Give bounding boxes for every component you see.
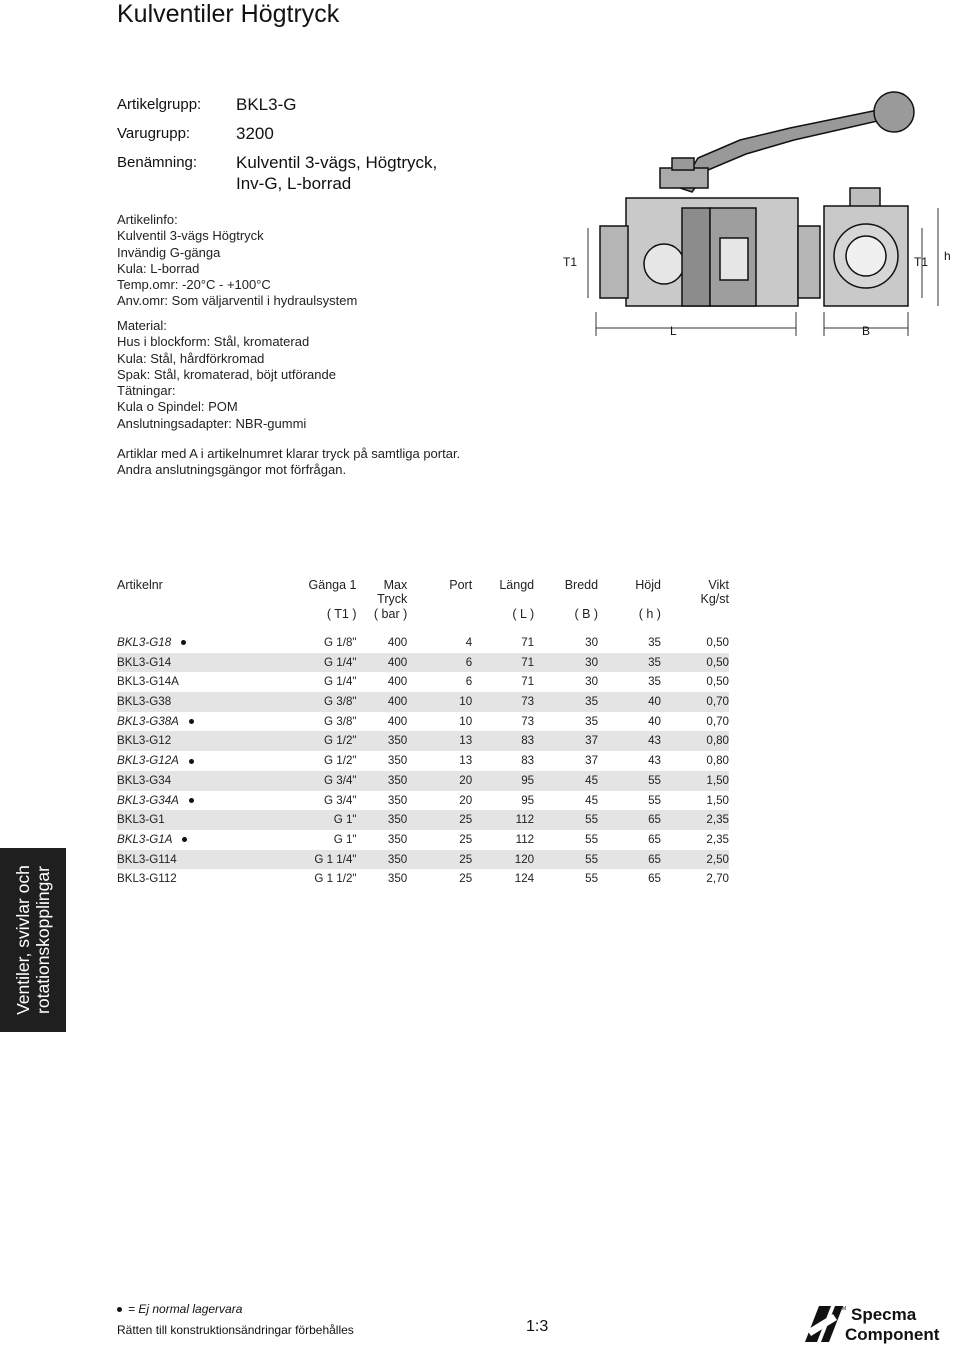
cell-prs: 350 (357, 731, 408, 751)
cell-port: 25 (407, 850, 472, 870)
material-line: Anslutningsadapter: NBR-gummi (117, 415, 307, 431)
cell-thr: G 3/4" (324, 793, 357, 807)
bullet-icon (189, 798, 194, 803)
cell-wid: 30 (585, 675, 599, 689)
bullet-icon (189, 759, 194, 764)
cell-thr: G 1/2" (247, 731, 357, 751)
cell-art (117, 692, 247, 712)
note-line: Andra anslutningsgängor mot förfrågan. (117, 462, 347, 478)
cell-art (117, 869, 247, 889)
cell-port: 13 (407, 731, 472, 751)
cell-art (117, 731, 247, 751)
cell-wt: 2,70 (706, 872, 729, 886)
varugrupp-label: Varugrupp: (117, 125, 191, 142)
table-row (117, 712, 729, 732)
cell-wt: 0,50 (661, 627, 729, 653)
cell-art (117, 653, 247, 673)
bullet-icon (117, 1307, 122, 1312)
cell-thr: G 1/2" (324, 754, 357, 768)
artikelgrupp-label: Artikelgrupp: (117, 96, 202, 113)
cell-wid: 30 (534, 653, 598, 673)
cell-hgt: 55 (598, 771, 661, 791)
cell-port: 25 (459, 832, 473, 846)
table-row (117, 791, 729, 811)
footer-legend (117, 1302, 242, 1316)
cell-port: 25 (407, 810, 472, 830)
cell-art (117, 810, 247, 830)
cell-len: 95 (472, 771, 534, 791)
cell-hgt: 35 (598, 653, 661, 673)
cell-hgt: 65 (648, 872, 661, 886)
bullet-icon (189, 719, 194, 724)
cell-wid: 55 (585, 872, 599, 886)
artikelinfo-line: Temp.omr: -20°C - +100°C (117, 277, 271, 293)
material-line: Material: (117, 318, 167, 333)
logo-line2: Component (845, 1325, 940, 1344)
cell-prs: 400 (357, 653, 408, 673)
cell-prs: 350 (357, 771, 408, 791)
cell-art (117, 771, 247, 791)
article-number: BKL3-G38 (117, 695, 172, 708)
cell-port: 10 (407, 692, 472, 712)
cell-len: 71 (521, 675, 535, 689)
benamning-value-line1: Kulventil 3-vägs, Högtryck, (236, 153, 438, 172)
label-t1-left: T1 (563, 255, 578, 269)
cell-thr: G 3/8" (247, 692, 357, 712)
cell-hgt: 65 (598, 850, 661, 870)
cell-thr: G 1/4" (324, 675, 357, 689)
cell-thr: G 1/4" (247, 653, 357, 673)
article-number: BKL3-G34 (117, 773, 172, 787)
cell-len: 120 (472, 850, 534, 870)
cell-len: 73 (521, 714, 535, 728)
cell-wt: 2,50 (661, 850, 729, 870)
cell-wt: 1,50 (661, 771, 729, 791)
cell-wid: 37 (534, 731, 598, 751)
cell-prs: 350 (357, 810, 408, 830)
specma-logo (803, 1300, 960, 1344)
valve-handle (660, 92, 914, 192)
cell-wt: 1,50 (706, 793, 729, 807)
cell-port: 20 (459, 793, 473, 807)
cell-port: 10 (459, 714, 473, 728)
table-row (117, 771, 729, 791)
cell-len: 83 (521, 754, 535, 768)
note-block (117, 446, 460, 479)
cell-thr: G 1 1/4" (247, 850, 357, 870)
cell-wid: 55 (534, 810, 598, 830)
label-l: L (670, 324, 677, 338)
valve-body-front (824, 188, 908, 306)
cell-thr: G 1" (333, 832, 357, 846)
cell-port: 20 (407, 771, 472, 791)
cell-len: 73 (472, 692, 534, 712)
article-number: BKL3-G112 (117, 872, 177, 886)
cell-port: 6 (465, 675, 473, 689)
col-hojd: Höjd ( h ) (635, 578, 661, 621)
logo-mark-icon (805, 1306, 843, 1342)
cell-hgt: 40 (598, 692, 661, 712)
cell-wid: 35 (534, 692, 598, 712)
table-row (117, 850, 729, 870)
cell-prs: 400 (357, 627, 408, 653)
cell-len: 71 (472, 653, 534, 673)
material-line: Spak: Stål, kromaterad, böjt utförande (117, 366, 336, 382)
artikelgrupp-value: BKL3-G (236, 95, 297, 114)
cell-wid: 37 (585, 754, 599, 768)
table-row (117, 627, 729, 653)
col-bredd: Bredd ( B ) (564, 578, 599, 621)
cell-prs: 350 (387, 832, 408, 846)
cell-thr: G 1" (247, 810, 357, 830)
cell-thr: G 3/8" (324, 714, 357, 728)
cell-thr: G 1 1/2" (314, 872, 357, 886)
cell-wt: 0,80 (706, 754, 729, 768)
artikelinfo-line: Anv.omr: Som väljarventil i hydraulsystem (117, 293, 358, 309)
article-number: BKL3-G14 (117, 655, 172, 669)
article-number: BKL3-G14A (117, 675, 179, 689)
valve-body-side (600, 198, 820, 306)
table-row (117, 830, 729, 850)
article-number: BKL3-G34A (117, 793, 179, 807)
artikelinfo-block (117, 212, 357, 310)
cell-port: 6 (407, 653, 472, 673)
cell-len: 112 (472, 810, 534, 830)
cell-art (117, 830, 247, 850)
article-number: BKL3-G12 (117, 734, 172, 748)
side-tab (0, 848, 66, 1032)
table-row (117, 810, 729, 830)
cell-prs: 350 (387, 793, 408, 807)
cell-wt: 0,80 (661, 731, 729, 751)
cell-hgt: 35 (598, 627, 661, 653)
cell-hgt: 35 (648, 675, 661, 689)
side-tab-text (13, 865, 53, 1015)
bullet-icon (181, 640, 186, 645)
table-header-row (117, 578, 729, 627)
cell-hgt: 65 (598, 810, 661, 830)
table-row (117, 731, 729, 751)
cell-art (117, 672, 247, 692)
page-number: 1:3 (526, 1318, 549, 1335)
label-t1-right: T1 (914, 255, 929, 269)
cell-port: 25 (459, 872, 473, 886)
cell-wt: 2,35 (706, 832, 729, 846)
cell-len: 112 (515, 832, 535, 846)
cell-art (117, 627, 247, 653)
logo-tm: TM (839, 1306, 847, 1312)
table-row (117, 869, 729, 889)
article-number: BKL3-G38A (117, 714, 179, 728)
table-row (117, 751, 729, 771)
cell-hgt: 40 (648, 714, 661, 728)
page-title: Kulventiler Högtryck (117, 0, 340, 28)
cell-wid: 45 (534, 771, 598, 791)
bullet-icon (182, 837, 187, 842)
cell-wid: 45 (585, 793, 599, 807)
col-tryck: Max Tryck ( bar ) (373, 578, 408, 621)
cell-prs: 400 (387, 714, 408, 728)
artikelinfo-line: Artikelinfo: (117, 212, 178, 227)
cell-prs: 400 (357, 692, 408, 712)
cell-wid: 55 (534, 850, 598, 870)
logo-line1: Specma (851, 1305, 917, 1324)
cell-port: 4 (407, 627, 472, 653)
article-number: BKL3-G114 (117, 852, 177, 866)
col-langd: Längd ( L ) (499, 578, 535, 621)
cell-len: 95 (521, 793, 535, 807)
table-row (117, 692, 729, 712)
col-port: Port (449, 578, 473, 592)
cell-wid: 55 (585, 832, 599, 846)
side-tab-line2: rotationskopplingar (33, 866, 53, 1014)
article-number: BKL3-G12A (117, 754, 179, 768)
material-line: Hus i blockform: Stål, kromaterad (117, 334, 310, 350)
benamning-value-line2: Inv-G, L-borrad (236, 174, 352, 193)
col-ganga: Gänga 1 ( T1 ) (308, 578, 357, 621)
material-line: Kula o Spindel: POM (117, 399, 238, 415)
cell-prs: 350 (387, 872, 408, 886)
legend-text: = Ej normal lagervara (128, 1302, 243, 1316)
cell-hgt: 55 (648, 793, 661, 807)
cell-art (117, 751, 247, 771)
cell-art (117, 850, 247, 870)
col-artikelnr: Artikelnr (117, 578, 163, 592)
cell-port: 13 (459, 754, 473, 768)
cell-wt: 2,35 (661, 810, 729, 830)
artikelinfo-line: Kula: L-borrad (117, 260, 200, 276)
article-number: BKL3-G1A (117, 832, 173, 846)
cell-wt: 0,50 (706, 675, 729, 689)
article-number: BKL3-G18 (117, 635, 172, 649)
product-table (117, 578, 729, 889)
valve-drawing (560, 88, 960, 360)
label-b: B (862, 324, 871, 338)
cell-art (117, 712, 247, 732)
cell-hgt: 65 (648, 832, 661, 846)
table-row (117, 672, 729, 692)
cell-art (117, 791, 247, 811)
cell-thr: G 3/4" (247, 771, 357, 791)
cell-wt: 0,70 (661, 692, 729, 712)
cell-thr: G 1/8" (247, 627, 357, 653)
cell-prs: 350 (387, 754, 408, 768)
cell-len: 83 (472, 731, 534, 751)
side-tab-line1: Ventiler, svivlar och (13, 865, 33, 1015)
cell-wt: 0,50 (661, 653, 729, 673)
cell-prs: 350 (357, 850, 408, 870)
table-row (117, 653, 729, 673)
cell-prs: 400 (387, 675, 408, 689)
material-line: Kula: Stål, hårdförkromad (117, 350, 265, 366)
note-line: Artiklar med A i artikelnumret klarar tryck på samtliga portar. (117, 446, 461, 461)
article-number: BKL3-G1 (117, 813, 165, 827)
varugrupp-value: 3200 (236, 124, 274, 143)
cell-len: 124 (514, 872, 535, 886)
material-block (117, 318, 336, 432)
material-line: Tätningar: (117, 383, 176, 399)
col-vikt: Vikt Kg/st (700, 578, 729, 607)
label-h: h (944, 249, 951, 263)
cell-len: 71 (472, 627, 534, 653)
cell-hgt: 43 (648, 754, 661, 768)
footer-rights: Rätten till konstruktionsändringar förbehålles (117, 1323, 354, 1337)
benamning-label: Benämning: (117, 154, 198, 171)
artikelinfo-line: Kulventil 3-vägs Högtryck (117, 228, 264, 244)
cell-hgt: 43 (598, 731, 661, 751)
cell-wid: 30 (534, 627, 598, 653)
cell-wt: 0,70 (706, 714, 729, 728)
cell-wid: 35 (585, 714, 599, 728)
artikelinfo-line: Invändig G-gänga (117, 244, 221, 260)
